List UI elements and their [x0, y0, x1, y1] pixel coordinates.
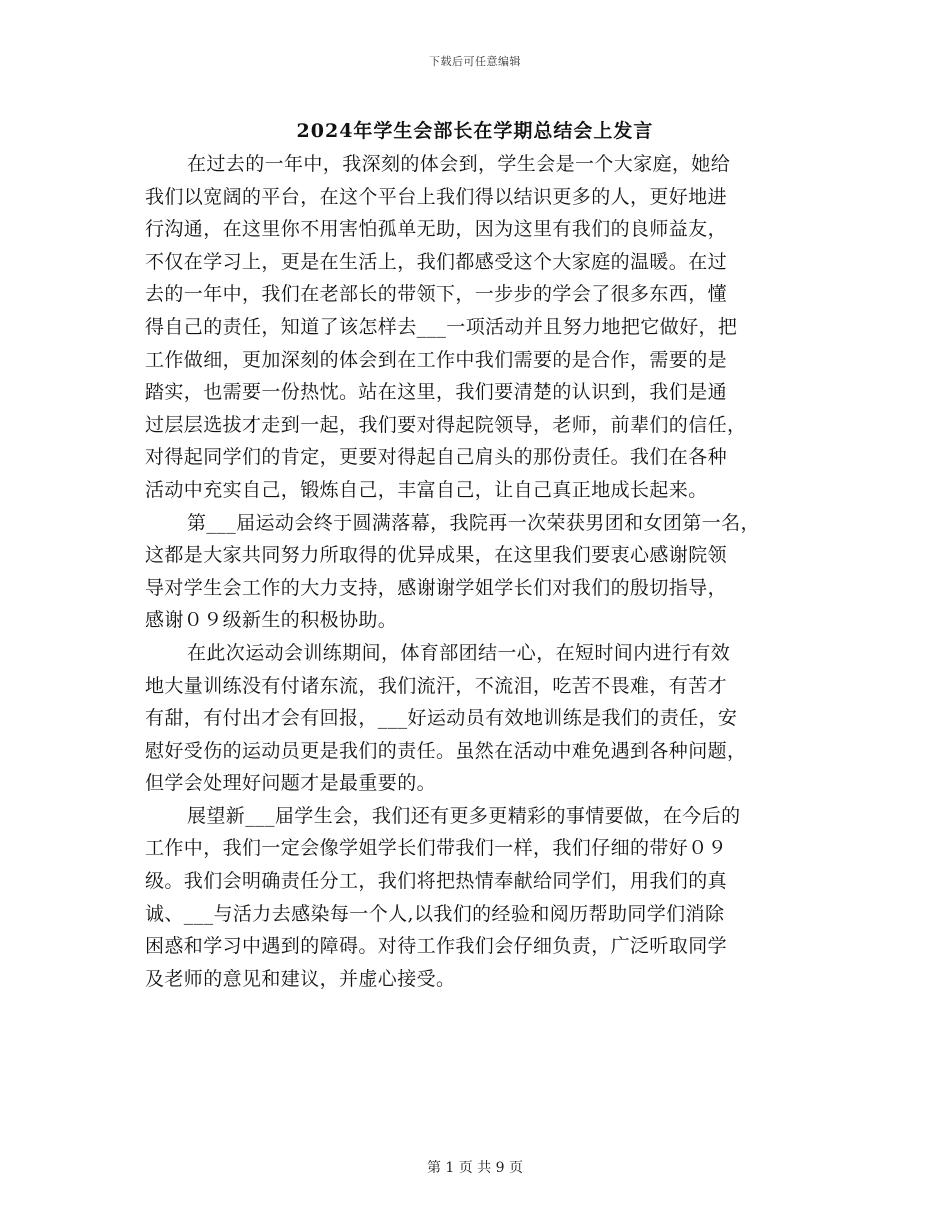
paragraph-line: 在过去的一年中，我深刻的体会到，学生会是一个大家庭，她给 [187, 153, 731, 175]
paragraph-line: 及老师的意见和建议，并虚心接受。 [145, 967, 456, 990]
page-header-note: 下载后可任意编辑 [429, 55, 521, 68]
paragraph-line: 过层层选拔才走到一起，我们要对得起院领导，老师，前辈们的信任， [145, 413, 747, 436]
paragraph-line: 地大量训练没有付诸东流，我们流汗，不流泪，吃苦不畏难，有苦才 [145, 674, 728, 697]
paragraph-line: 慰好受伤的运动员更是我们的责任。虽然在活动中难免遇到各种问题， [145, 739, 747, 762]
paragraph-line: 工作做细，更加深刻的体会到在工作中我们需要的是合作，需要的是 [145, 348, 728, 371]
paragraph-line: 得自己的责任，知道了该怎样去___一项活动并且努力地把它做好，把 [145, 315, 738, 338]
paragraph-line: 活动中充实自己，锻炼自己，丰富自己，让自己真正地成长起来。 [145, 478, 708, 501]
page-number-footer: 第 1 页 共 9 页 [426, 1160, 524, 1176]
paragraph-line: 展望新___届学生会，我们还有更多更精彩的事情要做，在今后的 [187, 804, 741, 827]
paragraph-line: 但学会处理好问题才是最重要的。 [145, 772, 437, 795]
paragraph-line: 诚、___与活力去感染每一个人,以我们的经验和阅历帮助同学们消除 [145, 902, 725, 925]
paragraph-line: 困惑和学习中遇到的障碍。对待工作我们会仔细负责，广泛听取同学 [145, 935, 728, 958]
paragraph-line: 级。我们会明确责任分工，我们将把热情奉献给同学们，用我们的真 [145, 870, 728, 893]
paragraph-1 [145, 148, 815, 507]
paragraph-line: 不仅在学习上，更是在生活上，我们都感受这个大家庭的温暖。在过 [145, 250, 728, 273]
document-body [145, 148, 815, 995]
paragraph-2 [145, 507, 815, 637]
paragraph-3 [145, 637, 815, 800]
paragraph-line: 导对学生会工作的大力支持，感谢谢学姐学长们对我们的殷切指导， [145, 576, 728, 599]
paragraph-line: 踏实，也需要一份热忱。站在这里，我们要清楚的认识到，我们是通 [145, 381, 728, 404]
paragraph-line: 第___届运动会终于圆满落幕，我院再一次荣获男团和女团第一名， [187, 511, 760, 534]
paragraph-line: 对得起同学们的肯定，更要对得起自己肩头的那份责任。我们在各种 [145, 446, 728, 469]
paragraph-line: 这都是大家共同努力所取得的优异成果，在这里我们要衷心感谢院领 [145, 544, 728, 567]
paragraph-line: 去的一年中，我们在老部长的带领下，一步步的学会了很多东西，懂 [145, 283, 728, 306]
paragraph-line: 行沟通，在这里你不用害怕孤单无助，因为这里有我们的良师益友， [145, 218, 728, 241]
paragraph-line: 感谢０９级新生的积极协助。 [145, 609, 398, 632]
paragraph-line: 我们以宽阔的平台，在这个平台上我们得以结识更多的人，更好地进 [145, 185, 728, 208]
paragraph-line: 在此次运动会训练期间，体育部团结一心，在短时间内进行有效 [187, 641, 731, 664]
paragraph-4 [145, 800, 815, 996]
paragraph-line: 工作中，我们一定会像学姐学长们带我们一样，我们仔细的带好０９ [145, 837, 728, 860]
document-title: 2024年学生会部长在学期总结会上发言 [296, 120, 654, 142]
paragraph-line: 有甜，有付出才会有回报，___好运动员有效地训练是我们的责任，安 [145, 707, 738, 730]
